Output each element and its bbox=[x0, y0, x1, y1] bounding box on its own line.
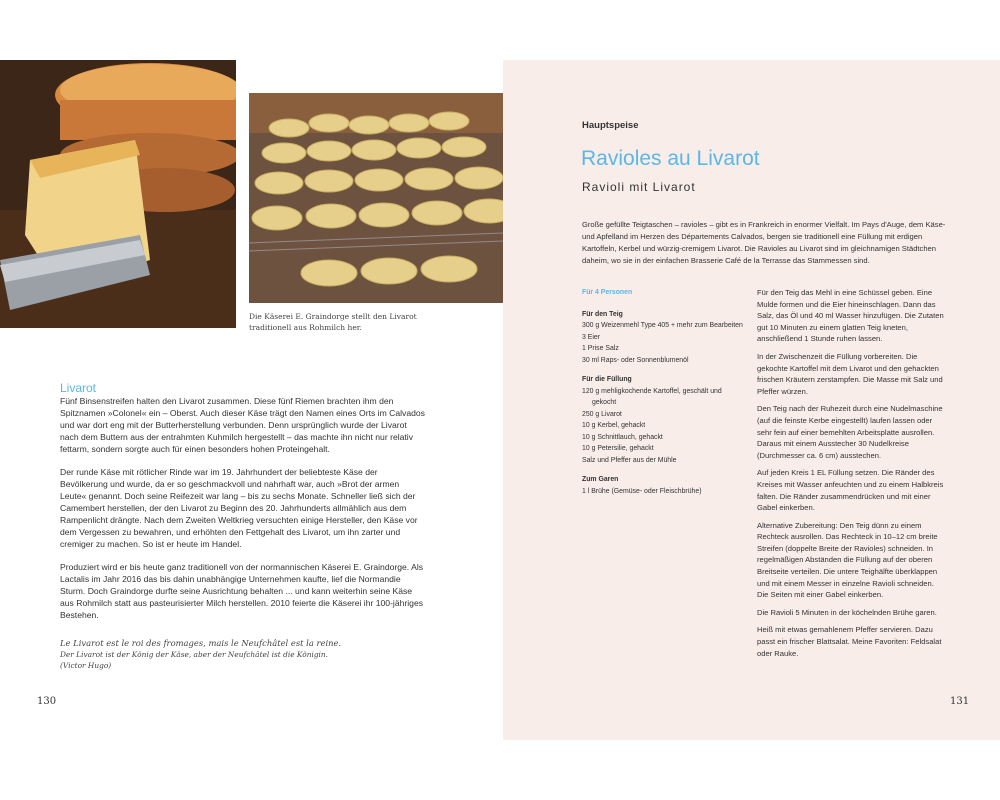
ingredient-item: 3 Eier bbox=[582, 333, 601, 341]
quote-german: Der Livarot ist der König der Käse, aber der Neufchâtel ist die Königin. bbox=[60, 650, 329, 659]
ingredient-item: 10 g Kerbel, gehackt bbox=[582, 422, 646, 429]
ingredient-group-title: Zum Garen bbox=[582, 476, 619, 483]
article-body bbox=[60, 395, 426, 632]
recipe-subtitle: Ravioli mit Livarot bbox=[582, 180, 696, 194]
article-paragraph: Produziert wird er bis heute ganz traditionell von der normannischen Käserei E. Graindorge. Als Lactalis im Jahr 2016 das bis dahin unabhängige Unternehmen kaufte, lief die Normandie Sturm. Doch Graindorge durfte seine Ausrichtung behalten ... und kann weiterhin seine Käse aus Rohmilch statt aus pasteurisierter Milch herstellen. 2010 feierte die Käserei ihr 100-jähriges Bestehen. bbox=[60, 562, 424, 620]
photo-caption: Die Käserei E. Graindorge stellt den Livarot traditionell aus Rohmilch her. bbox=[249, 312, 417, 332]
step-paragraph: Auf jeden Kreis 1 EL Füllung setzen. Die Ränder des Kreises mit Wasser anfeuchten und zu einem Halbkreis falten. Die Ränder zusammendrücken und mit einer Gabel einkerben. bbox=[757, 468, 944, 513]
ingredient-item: 1 Prise Salz bbox=[582, 345, 619, 352]
ingredient-item: 250 g Livarot bbox=[582, 410, 622, 418]
recipe-category: Hauptspeise bbox=[582, 120, 639, 131]
step-paragraph: Für den Teig das Mehl in eine Schüssel geben. Eine Mulde formen und die Eier hineinschlagen. Dann das Salz, das Öl und 40 ml Wasser hinzufügen. Die Zutaten gut 10 Minuten zu einem glatten Teig kneten, anschließend 1 Stunde ruhen lassen. bbox=[757, 288, 944, 344]
servings: Für 4 Personen bbox=[582, 289, 633, 296]
quote-author: (Victor Hugo) bbox=[60, 661, 112, 670]
step-paragraph: Alternative Zubereitung: Den Teig dünn zu einem Rechteck ausrollen. Das Rechteck in 10–12 cm breite Streifen (doppelte Breite der Ravioles) schneiden. In regelmäßigen Abständen die Füllung auf der oberen Breitseite verteilen. Die untere Teighälfte überklappen und mit einem Messer in einzelne Ravioli schneiden. Die Seiten mit einer Gabel einkerben. bbox=[757, 520, 938, 600]
ingredient-item: 30 ml Raps- oder Sonnenblumenöl bbox=[582, 356, 689, 364]
preparation-steps bbox=[757, 287, 947, 665]
ingredient-item: 300 g Weizenmehl Type 405 + mehr zum Bearbeiten bbox=[582, 322, 743, 329]
ingredient-group-title: Für die Füllung bbox=[582, 376, 632, 383]
article-paragraph: Fünf Binsenstreifen halten den Livarot zusammen. Diese fünf Riemen brachten ihm den Spitznamen »Colonel« ein – Oberst. Auch dieser Käse trägt den Namen eines Orts im Calvados und war dort eng mit der Butterherstellung verbunden. Denn ursprünglich wurde der Livarot nach dem Buttern aus der entrahmten Kuhmilch hergestellt – das machte ihn nicht nur relativ fettarm, sondern sorgte auch für einen besonders hohen Proteingehalt. bbox=[60, 396, 425, 454]
step-paragraph: In der Zwischenzeit die Füllung vorbereiten. Die gekochte Kartoffel mit dem Livarot und den gehackten frischen Kräutern zerstampfen. Die Masse mit Salz und Pfeffer würzen. bbox=[757, 351, 943, 396]
ingredient-item: 1 l Brühe (Gemüse- oder Fleischbrühe) bbox=[582, 487, 702, 495]
page-number-left: 130 bbox=[37, 696, 57, 707]
ingredient-item: 120 g mehligkochende Kartoffel, geschält und bbox=[582, 387, 722, 395]
step-paragraph: Heiß mit etwas gemahlenem Pfeffer servieren. Dazu passt ein frischer Blattsalat. Meine Favoriten: Feldsalat oder Rauke. bbox=[757, 625, 942, 658]
ingredient-item: Salz und Pfeffer aus der Mühle bbox=[582, 456, 677, 464]
cheese-wedge-photo bbox=[0, 60, 236, 328]
step-paragraph: Den Teig nach der Ruhezeit durch eine Nudelmaschine (auf die feinste Kerbe eingestellt) laufen lassen oder sehr fein auf einer bemehlten Arbeitsplatte ausrollen. Daraus mit einem Ausstecher 30 Nudelkreise (Durchmesser ca. 6 cm) ausstechen. bbox=[757, 404, 943, 460]
ingredient-item: 10 g Schnittlauch, gehackt bbox=[582, 433, 663, 441]
recipe-intro: Große gefüllte Teigtaschen – ravioles – gibt es in Frankreich in enormer Vielfalt. Im Pays d'Auge, dem Käse- und Apfelland im Herzen des Départements Calvados, bergen sie traditionell eine Füllung mit erdigen Kartoffeln, Kerbel und würzig-cremigem Livarot. Die Ravioles au Livarot sind im gleichnamigen Städtchen daheim, wo sie in der einfachen Brasserie Café de la Terrasse das Stammessen sind. bbox=[582, 220, 946, 265]
quote-block bbox=[60, 637, 426, 671]
ingredients-list bbox=[582, 287, 752, 497]
cheese-rack-photo bbox=[249, 93, 503, 303]
ingredient-group-title: Für den Teig bbox=[582, 310, 623, 318]
article-paragraph: Der runde Käse mit rötlicher Rinde war im 19. Jahrhundert der beliebteste Käse der Bevölkerung und wurde, da er so geschmackvoll und nahrhaft war, auch »Brot der armen Leute« genannt. Doch seine Reifezeit war lang – bis zu sechs Monate. Schneller ließ sich der Camembert herstellen, der den Livarot zu Beginn des 20. Jahrhunderts allmählich aus dem Rampenlicht drängte. Nach dem Zweiten Weltkrieg versuchten einige Hersteller, den Käse vor dem Vergessen zu bewahren, und erhöhten den Fettgehalt des Livarot, um ihn zarter und cremiger zu machen. So ist er heute im Handel. bbox=[60, 467, 418, 549]
quote-french: Le Livarot est le roi des fromages, mais le Neufchâtel est la reine. bbox=[60, 638, 342, 648]
step-paragraph: Die Ravioli 5 Minuten in der köchelnden Brühe garen. bbox=[757, 607, 937, 617]
ingredient-item: gekocht bbox=[592, 399, 617, 406]
recipe-title: Ravioles au Livarot bbox=[581, 147, 760, 170]
ingredient-item: 10 g Petersilie, gehackt bbox=[582, 445, 654, 452]
page-number-right: 131 bbox=[950, 696, 970, 707]
section-title: Livarot bbox=[60, 381, 97, 395]
